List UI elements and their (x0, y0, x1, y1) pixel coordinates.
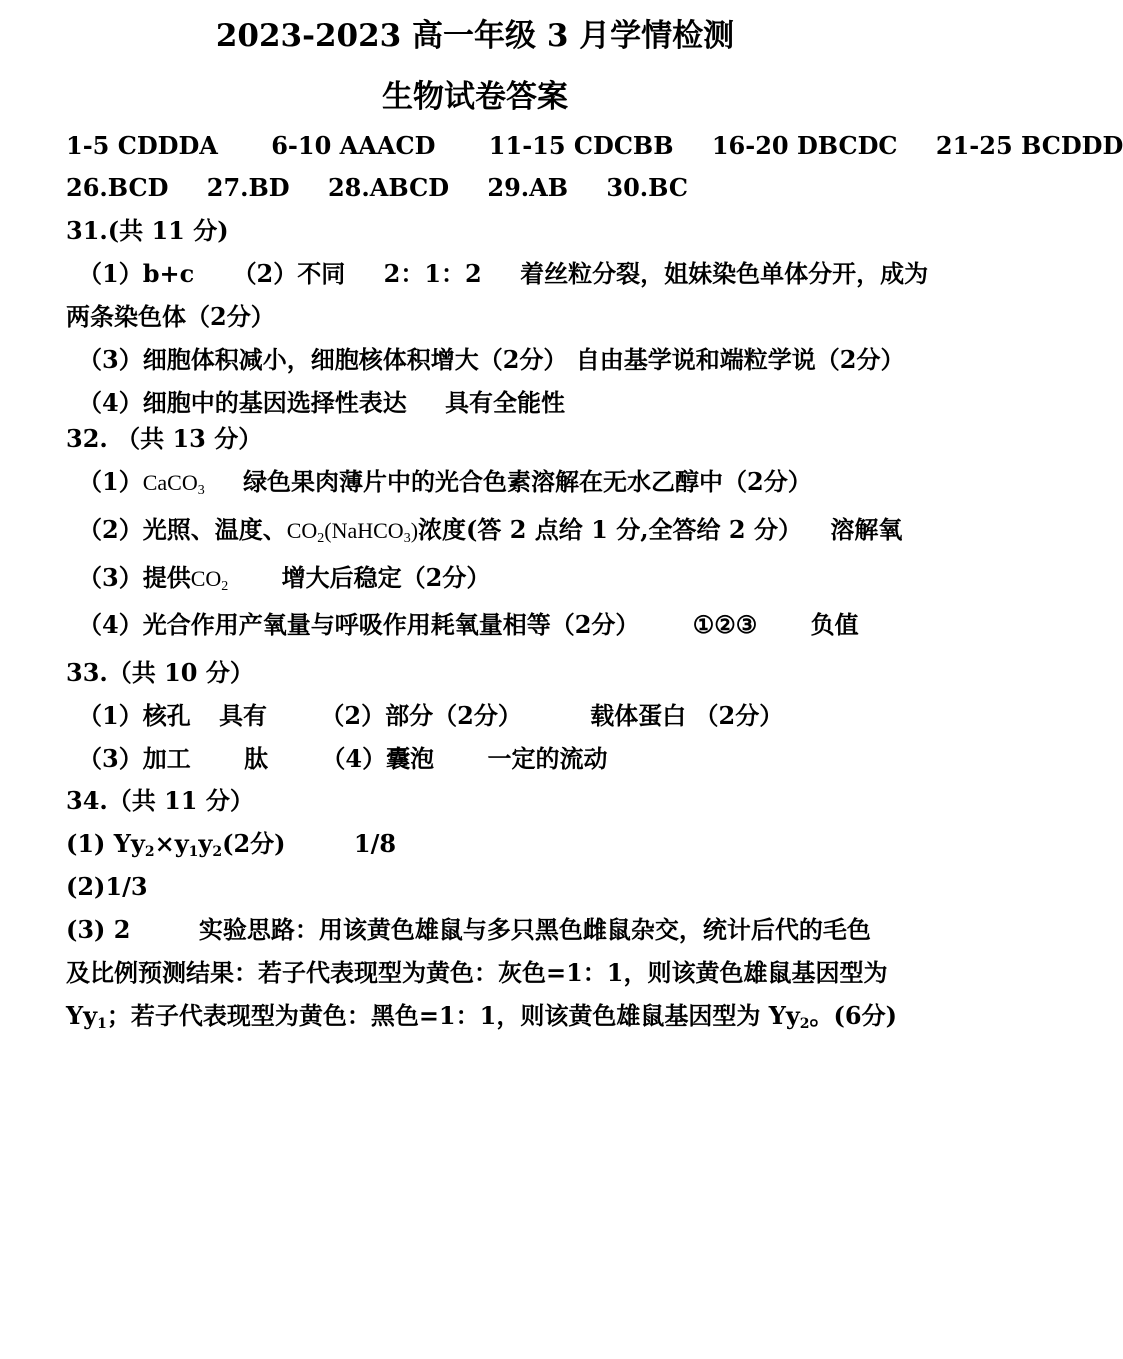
mc-answer: 27.BD (206, 173, 290, 202)
q31-heading: 31.(共 11 分) (66, 216, 229, 245)
q33-answer-2a: （2）部分（2分） (320, 701, 522, 730)
chem-formula: CaCO$_3$ (142, 470, 205, 498)
mc-answers-row-2 (66, 173, 688, 203)
q33-answer-3a: （3）加工 (78, 744, 191, 773)
q33-line-1 (78, 701, 783, 731)
q33-answer-1a: （1）核孔 (78, 701, 191, 730)
chem-formula: $CO_2$ (190, 566, 229, 594)
q32-label-2: （2）光照、温度、 (78, 515, 287, 544)
q32-answer-2: 浓度(答 2 点给 1 分,全答给 2 分） (418, 515, 802, 544)
mc-answer: 11-15 CDCBB (488, 131, 674, 160)
q32-line-3 (78, 563, 490, 602)
q34-experiment: 实验思路：用该黄色雄鼠与多只黑色雌鼠杂交，统计后代的毛色 (198, 915, 871, 944)
genotype: (1) Yy (66, 829, 145, 858)
q34-line-3 (66, 915, 871, 945)
q31-ratio: 2：1：2 (383, 259, 482, 288)
q32-line-4 (78, 610, 859, 640)
q32-line-1 (78, 467, 812, 506)
mc-answer: 26.BCD (66, 173, 169, 202)
score-note: (2分) (222, 829, 286, 858)
chem-formula: $CO_2(NaHCO_3)$ (286, 518, 419, 546)
q34-line-2: (2)1/3 (66, 872, 148, 901)
q32-answer-3: 增大后稳定（2分） (281, 563, 491, 592)
q34-answer-3a: (3) 2 (66, 915, 131, 944)
q34-line-1: (1) $Yy_2\times y_1y_2(2$分) 1/8 (66, 829, 397, 860)
mc-answers-row-1 (66, 131, 1123, 161)
mc-answer: 6-10 AAACD (271, 131, 436, 160)
q33-answer-1b: 具有 (219, 701, 268, 730)
q31-line-2: 两条染色体（2分） (66, 302, 275, 331)
q31-explanation: 着丝粒分裂，姐妹染色单体分开，成为 (520, 259, 929, 288)
q32-label-3: （3）提供 (78, 563, 191, 592)
q34-line-5: $Yy_1$；若子代表现型为黄色：黑色=1：1，则该黄色雄鼠基因型为 $Yy_2$。(6分) (66, 1001, 897, 1032)
q32-heading: 32. （共 13 分） (66, 424, 263, 453)
q34-line-4: 及比例预测结果：若子代表现型为黄色：灰色=1：1，则该黄色雄鼠基因型为 (66, 958, 888, 987)
q31-answer-4a: （4）细胞中的基因选择性表达 (78, 388, 407, 417)
page-title: 2023-2023 高一年级 3 月学情检测 (215, 18, 735, 54)
mc-answer: 1-5 CDDDA (66, 131, 218, 160)
mc-answer: 29.AB (487, 173, 569, 202)
q33-answer-4a: （4）囊泡 (321, 744, 435, 773)
q32-answer-4a: （4）光合作用产氧量与呼吸作用耗氧量相等（2分） (78, 610, 640, 639)
q33-answer-4b: 一定的流动 (487, 744, 608, 773)
q32-line-2 (78, 515, 902, 554)
mc-answer: 28.ABCD (327, 173, 450, 202)
q32-answer-2b: 溶解氧 (830, 515, 903, 544)
q31-line-4 (78, 388, 565, 418)
q31-answer-1: （1）b+c (78, 259, 195, 288)
genotype: Yy (66, 1001, 98, 1030)
mc-answer: 30.BC (606, 173, 688, 202)
q33-answer-3b: 肽 (244, 744, 269, 773)
q33-answer-2b: 载体蛋白 （2分） (590, 701, 784, 730)
q33-line-2 (78, 744, 607, 774)
q34-answer-1b: 1/8 (353, 829, 397, 858)
q32-answer-4c: 负值 (810, 610, 859, 639)
q31-line-1 (78, 259, 928, 289)
q32-label-1: （1） (78, 467, 143, 496)
mc-answer: 16-20 DBCDC (711, 131, 898, 160)
q32-answer-1: 绿色果肉薄片中的光合色素溶解在无水乙醇中（2分） (243, 467, 812, 496)
page-subtitle: 生物试卷答案 (382, 79, 568, 115)
q31-answer-4b: 具有全能性 (445, 388, 566, 417)
q34-heading: 34.（共 11 分） (66, 786, 254, 815)
mc-answer: 21-25 BCDDD (935, 131, 1123, 160)
q31-answer-2: （2）不同 (232, 259, 346, 288)
q31-line-3: （3）细胞体积减小，细胞核体积增大（2分） 自由基学说和端粒学说（2分） (78, 345, 905, 374)
q32-answer-4b: ①②③ (692, 610, 758, 639)
q33-heading: 33.（共 10 分） (66, 658, 254, 687)
